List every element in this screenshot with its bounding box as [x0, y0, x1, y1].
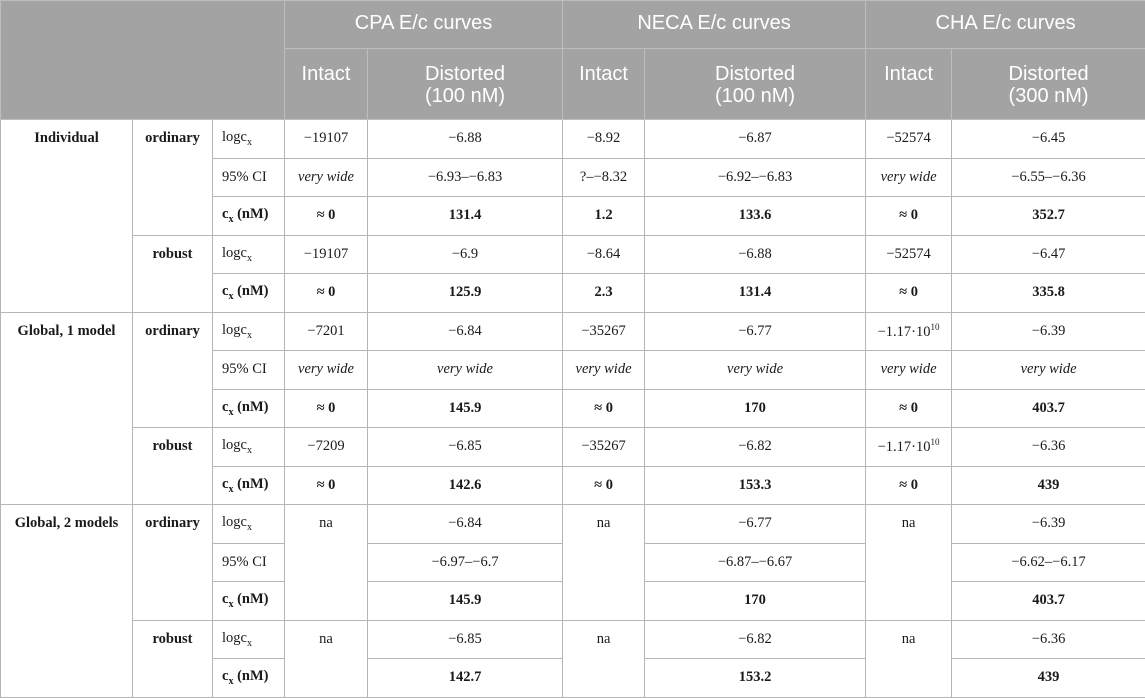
cell-na: na	[866, 505, 952, 621]
cell: −6.87–−6.67	[645, 543, 866, 582]
param-cx: $c_x$ (nM)	[213, 582, 285, 621]
cell: −6.77	[645, 505, 866, 544]
table-row	[1, 505, 1145, 544]
cell: very wide	[563, 351, 645, 390]
cell: −6.77	[645, 312, 866, 351]
cell: very wide	[866, 351, 952, 390]
cell: 145.9	[368, 389, 563, 428]
cell: 403.7	[952, 582, 1145, 621]
cell: $-1.17\cdot 10^{10}$	[866, 312, 952, 351]
param-cx: $c_x$ (nM)	[213, 274, 285, 313]
cell: ≈ 0	[866, 274, 952, 313]
group-individual: Individual	[1, 120, 133, 313]
cell: −6.82	[645, 620, 866, 659]
header-blank	[1, 1, 285, 120]
param-ci: 95% CI	[213, 543, 285, 582]
header-neca-intact: Intact	[563, 49, 645, 120]
cell: 439	[952, 466, 1145, 505]
cell: 153.3	[645, 466, 866, 505]
param-logcx: logc$_x$	[213, 428, 285, 467]
cell: −6.88	[368, 120, 563, 159]
cell: 170	[645, 389, 866, 428]
cell: −6.36	[952, 620, 1145, 659]
cell: ≈ 0	[563, 466, 645, 505]
cell: very wide	[645, 351, 866, 390]
param-logcx: logc$_x$	[213, 120, 285, 159]
cell: 131.4	[645, 274, 866, 313]
cell: ?–−8.32	[563, 158, 645, 197]
header-cha-intact: Intact	[866, 49, 952, 120]
cell: 125.9	[368, 274, 563, 313]
cell: very wide	[866, 158, 952, 197]
cell: −35267	[563, 312, 645, 351]
cell: ≈ 0	[285, 197, 368, 236]
cell: −52574	[866, 120, 952, 159]
cell: ≈ 0	[285, 274, 368, 313]
param-ci: 95% CI	[213, 158, 285, 197]
table-row	[1, 120, 1145, 159]
fit-ordinary: ordinary	[133, 505, 213, 621]
cell: ≈ 0	[563, 389, 645, 428]
cell: −6.84	[368, 505, 563, 544]
cell: very wide	[368, 351, 563, 390]
cell: −19107	[285, 120, 368, 159]
cell: −7209	[285, 428, 368, 467]
table-row	[1, 235, 1145, 274]
cell: −6.84	[368, 312, 563, 351]
cell: very wide	[285, 351, 368, 390]
fit-robust: robust	[133, 620, 213, 697]
cell: 142.6	[368, 466, 563, 505]
table-row	[1, 620, 1145, 659]
header-cpa-distorted: Distorted (100 nM)	[368, 49, 563, 120]
header-cpa: CPA E/c curves	[285, 1, 563, 49]
cell: −6.55–−6.36	[952, 158, 1145, 197]
table-row	[1, 428, 1145, 467]
cell-na: na	[563, 620, 645, 697]
cell: −6.9	[368, 235, 563, 274]
param-cx: $c_x$ (nM)	[213, 659, 285, 698]
cell: −6.87	[645, 120, 866, 159]
cell: 439	[952, 659, 1145, 698]
cell: 335.8	[952, 274, 1145, 313]
cell: 131.4	[368, 197, 563, 236]
cell: ≈ 0	[866, 389, 952, 428]
fit-ordinary: ordinary	[133, 120, 213, 236]
cell: −6.62–−6.17	[952, 543, 1145, 582]
param-logcx: logc$_x$	[213, 620, 285, 659]
fit-robust: robust	[133, 428, 213, 505]
cell: −19107	[285, 235, 368, 274]
table-row	[1, 312, 1145, 351]
cell-na: na	[563, 505, 645, 621]
param-cx: $c_x$ (nM)	[213, 197, 285, 236]
header-neca-distorted: Distorted (100 nM)	[645, 49, 866, 120]
cell: −8.92	[563, 120, 645, 159]
param-cx: $c_x$ (nM)	[213, 389, 285, 428]
cell: −6.97–−6.7	[368, 543, 563, 582]
cell: −6.39	[952, 312, 1145, 351]
cell: 170	[645, 582, 866, 621]
group-global-2-models: Global, 2 models	[1, 505, 133, 698]
fit-ordinary: ordinary	[133, 312, 213, 428]
cell: −8.64	[563, 235, 645, 274]
cell: −6.85	[368, 428, 563, 467]
cell: −6.85	[368, 620, 563, 659]
header-neca: NECA E/c curves	[563, 1, 866, 49]
param-ci: 95% CI	[213, 351, 285, 390]
header-cha-distorted: Distorted (300 nM)	[952, 49, 1145, 120]
cell: ≈ 0	[285, 389, 368, 428]
cell: 352.7	[952, 197, 1145, 236]
cell: ≈ 0	[866, 197, 952, 236]
cell: −6.82	[645, 428, 866, 467]
param-logcx: logc$_x$	[213, 505, 285, 544]
header-cha: CHA E/c curves	[866, 1, 1145, 49]
cell: 133.6	[645, 197, 866, 236]
cell: −6.47	[952, 235, 1145, 274]
param-logcx: logc$_x$	[213, 312, 285, 351]
cell: −6.39	[952, 505, 1145, 544]
cell-na: na	[285, 505, 368, 621]
cell: −7201	[285, 312, 368, 351]
cell: ≈ 0	[285, 466, 368, 505]
cell: 2.3	[563, 274, 645, 313]
cell: −35267	[563, 428, 645, 467]
cell: very wide	[285, 158, 368, 197]
param-logcx: logc$_x$	[213, 235, 285, 274]
cell: ≈ 0	[866, 466, 952, 505]
group-global-1-model: Global, 1 model	[1, 312, 133, 505]
header-cpa-intact: Intact	[285, 49, 368, 120]
param-cx: $c_x$ (nM)	[213, 466, 285, 505]
cell-na: na	[285, 620, 368, 697]
cell: 153.2	[645, 659, 866, 698]
cell: −6.92–−6.83	[645, 158, 866, 197]
cell: −6.36	[952, 428, 1145, 467]
cell: 1.2	[563, 197, 645, 236]
cell: −6.93–−6.83	[368, 158, 563, 197]
fit-robust: robust	[133, 235, 213, 312]
cell: 145.9	[368, 582, 563, 621]
cell: very wide	[952, 351, 1145, 390]
cell: 403.7	[952, 389, 1145, 428]
cell: 142.7	[368, 659, 563, 698]
cell: $-1.17\cdot 10^{10}$	[866, 428, 952, 467]
cell: −6.88	[645, 235, 866, 274]
cell: −52574	[866, 235, 952, 274]
cell-na: na	[866, 620, 952, 697]
cell: −6.45	[952, 120, 1145, 159]
